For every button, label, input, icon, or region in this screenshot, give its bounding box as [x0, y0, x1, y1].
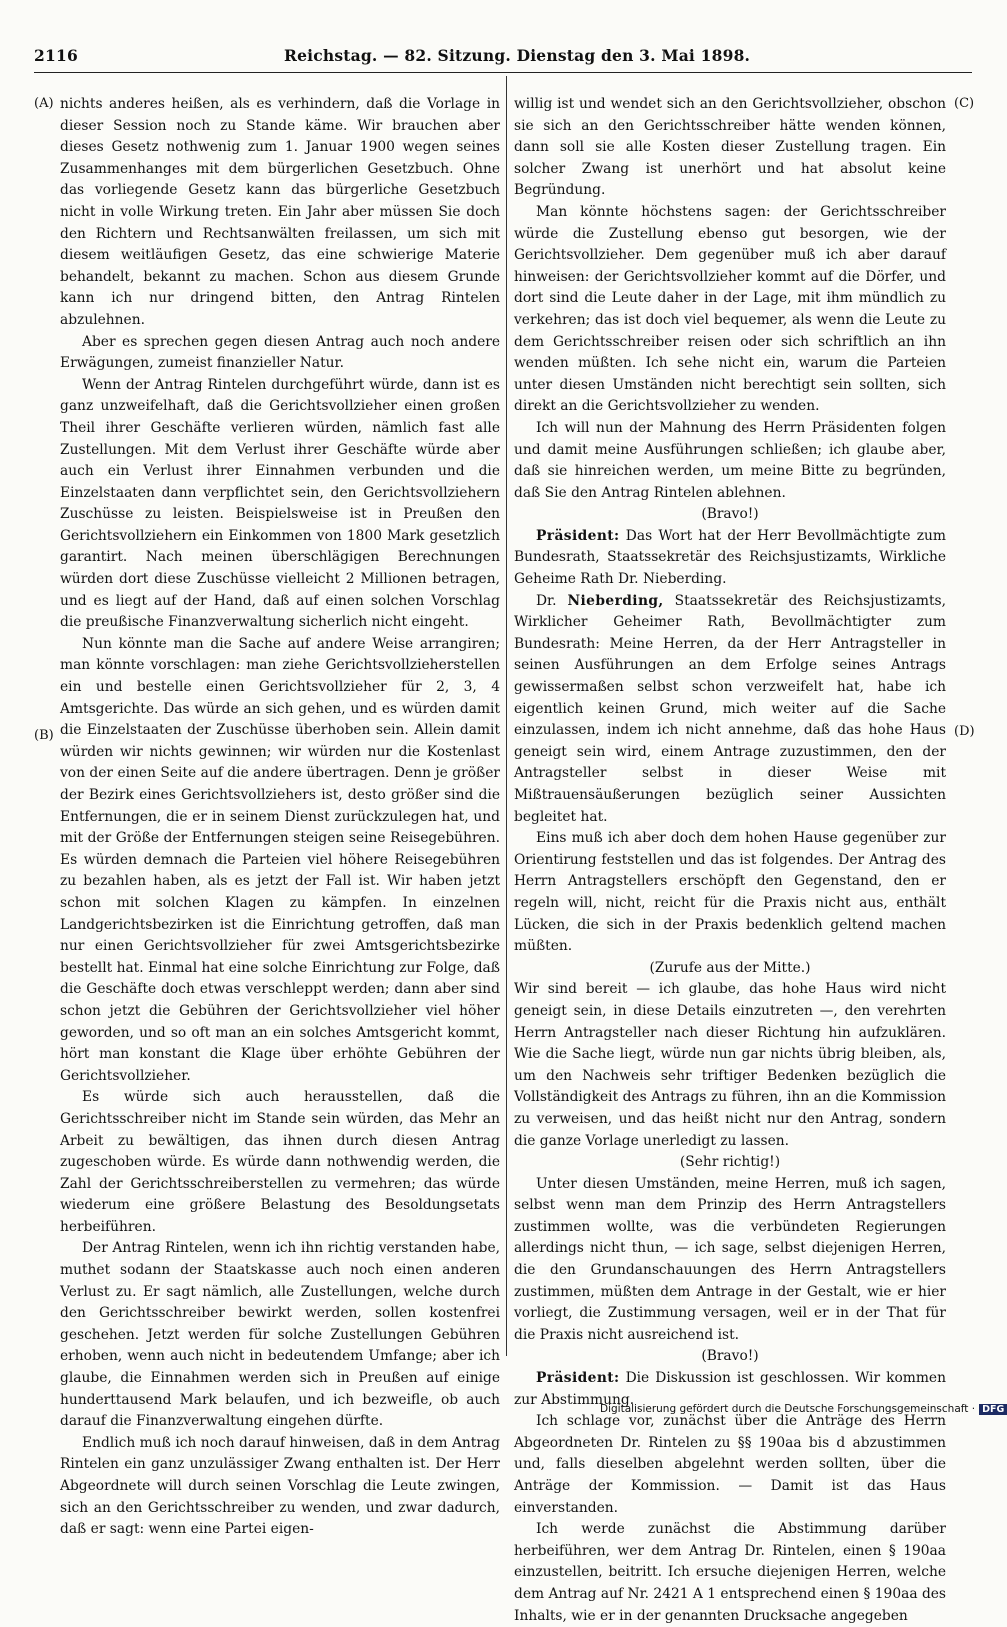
paragraph: Wir sind bereit — ich glaube, das hohe Haus wird nicht geneigt sein, in diese Details einzutreten —, den verehrten Herrn Antragsteller nach dieser Richtung hin aufzuklären. Wie die Sache liegt, würde nun gar nichts übrig bleiben, als, um den Nachweis sehr triftiger Bedenken bezüglich die Vollständigkeit des Antrags zu führen, ihn an die Kommission zu verweisen, und das heißt nicht nur den Antrag, sondern die ganze Vorlage unerledigt zu lassen. — [514, 981, 946, 1149]
paragraph: Wenn der Antrag Rintelen durchgeführt würde, dann ist es ganz unzweifelhaft, daß die Gerichtsvollzieher einen großen Theil ihrer Geschäfte verlieren würden, nämlich fast alle Zustellungen. Mit dem Verlust ihrer Geschäfte würde aber auch ein Verlust ihrer Einnahmen verbunden und die Einzelstaaten dann verpflichtet sein, den Gerichtsvollziehern Zuschüsse zu leisten. Beispielsweise ist in Preußen den Gerichtsvollziehern ein Einkommen von 1800 Mark gesetzlich garantirt. Nach meinen überschlägigen Berechnungen würden dort diese Zuschüsse vielleicht 2 Millionen betragen, und es liegt auf der Hand, daß auf einen solchen Vorschlag die preußische Finanzverwaltung sicherlich nicht eingeht. — [60, 376, 500, 631]
paragraph: Aber es sprechen gegen diesen Antrag auch noch andere Erwägungen, zumeist finanzieller Natur. — [60, 333, 500, 372]
left-column — [60, 94, 500, 1538]
paragraph — [514, 591, 946, 829]
speech-text: Die Diskussion ist geschlossen. Wir kommen zur Abstimmung. — [514, 1370, 946, 1408]
speech-text: Staatssekretär des Reichsjustizamts, Wirklicher Geheimer Rath, Bevollmächtigter zum Bundesrath: Meine Herren, da der Herr Antragsteller in seinen Ausführungen an dem Erfolge seines Antrags gewissermaßen selbst schon verzweifelt hat, habe ich eigentlich keinen Grund, mich weiter auf die Sache einzulassen, indem ich nicht annehme, daß das hohe Haus geneigt sein wird, einem Antrage zuzustimmen, den der Antragsteller selbst in dieser Weise mit Mißtrauensäußerungen bezüglich seiner Aussichten begleitet hat. — [514, 592, 946, 825]
interjection: (Bravo!) — [701, 1348, 759, 1365]
paragraph: Der Antrag Rintelen, wenn ich ihn richtig verstanden habe, muthet sodann der Staatskasse auch noch einen anderen Verlust zu. Er sagt nämlich, alle Zustellungen, welche durch den Gerichtsschreiber bewirkt werden, sollen kostenfrei geschehen. Jetzt werden für solche Zustellungen Gebühren erhoben, wenn auch nicht in bedeutendem Umfange; aber ich glaube, die Einnahmen werden sich in Preußen auf einige hunderttausend Mark belaufen, und ich bezweifle, ob auch darauf die Finanzverwaltung eingehen dürfte. — [60, 1240, 500, 1430]
interjection: (Bravo!) — [701, 506, 759, 523]
paragraph: Endlich muß ich noch darauf hinweisen, daß in dem Antrag Rintelen ein ganz unzulässiger Zwang enthalten ist. Der Herr Abgeordnete will durch seinen Vorschlag die Leute zwingen, sich an den Gerichtsschreiber zu wenden, und zwar dadurch, daß er sagt: wenn eine Partei eigen- — [60, 1434, 500, 1538]
paragraph — [514, 526, 946, 591]
header-rule — [34, 72, 972, 73]
paragraph: Man könnte höchstens sagen: der Gerichtsschreiber würde die Zustellung ebenso gut besorgen, wie der Gerichtsvollzieher. Dem gegenüber muß ich aber darauf hinweisen: der Gerichtsvollzieher kommt auf die Dörfer, und dort sind die Leute daher in der Lage, mit ihm mündlich zu verkehren; das ist doch viel bequemer, als wenn die Leute zu dem Gerichtsschreiber reisen oder sich schriftlich an ihn wenden müßten. Ich sehe nicht ein, warum die Parteien unter diesen Umständen nicht berechtigt sein sollten, sich direkt an die Gerichtsvollzieher zu wenden. — [514, 203, 946, 415]
page-header — [34, 44, 972, 70]
interjection: (Zurufe aus der Mitte.) — [649, 959, 811, 976]
paragraph: Ich schlage vor, zunächst über die Anträge des Herrn Abgeordneten Dr. Rintelen zu §§ 190aa bis d abzustimmen und, falls dieselben abgelehnt werden sollten, über die Anträge der Kommission. — Damit ist das Haus einverstanden. — [514, 1413, 946, 1516]
paragraph: nichts anderes heißen, als es verhindern, daß die Vorlage in dieser Session noch zu Stande käme. Wir brauchen aber dieses Gesetz nothwenig zum 1. Januar 1900 wegen seines Zusammenhanges mit dem bürgerlichen Gesetzbuch. Ohne das vorliegende Gesetz kann das bürgerliche Gesetzbuch nicht in volle Wirkung treten. Ein Jahr aber müssen Sie doch den Richtern und Rechtsanwälten freilassen, um sich mit diesem weitläufigen Gesetz, das eine schwierige Materie behandelt, bekannt zu machen. Schon aus diesem Grunde kann ich nur dringend bitten, den Antrag Rintelen abzulehnen. — [60, 96, 500, 328]
footer — [600, 1403, 1005, 1423]
paragraph: Ich will nun der Mahnung des Herrn Präsidenten folgen und damit meine Ausführungen schließen; ich glaube aber, daß sie hinreichen werden, um meine Bitte zu begründen, daß Sie den Antrag Rintelen ablehnen. — [514, 419, 946, 501]
margin-mark-c: (C) — [954, 96, 975, 111]
column-rule — [506, 76, 507, 1356]
paragraph: Ich werde zunächst die Abstimmung darüber herbeiführen, wer dem Antrag Dr. Rintelen, einen § 190aa einzustellen, beitritt. Ich ersuche diejenigen Herren, welche dem Antrag auf Nr. 2421 A 1 entsprechend einen § 190aa des Inhalts, wie er in der genannten Drucksache angegeben — [514, 1521, 947, 1624]
speech-text: Das Wort hat der Herr Bevollmächtigte zum Bundesrath, Staatssekretär des Reichsjustizamts, Wirkliche Geheime Rath Dr. Nieberding. — [514, 527, 946, 588]
dfg-logo: DFG — [979, 1404, 1007, 1415]
speaker-name: Präsident: — [536, 527, 620, 544]
paragraph: Nun könnte man die Sache auf andere Weise arrangiren; man könnte vorschlagen: man ziehe Gerichtsvollzieherstellen ein und bestelle einen Gerichtsvollzieher für 2, 3, 4 Amtsgerichte. Das würde an sich gehen, und es würden damit die Einzelstaaten der Zuschüsse überhoben sein. Allein damit würden wir nichts gewinnen; wir würden nur die Kostenlast von der einen Seite auf die andere übertragen. Denn je größer der Bezirk eines Gerichtsvollziehers ist, desto größer sind die Entfernungen, die er in seinem Dienst zurückzulegen hat, und mit der Größe der Entfernungen steigen seine Reisegebühren. Es würden demnach die Parteien viel höhere Reisegebühren zu bezahlen haben, als es jetzt der Fall ist. Wir haben jetzt schon mit solchen Klagen zu kämpfen. In einzelnen Landgerichtsbezirken ist die Einrichtung getroffen, daß man nur einen Gerichtsvollzieher für zwei Amtsgerichtsbezirke bestellt hat. Einmal hat eine solche Einrichtung zur Folge, daß die Geschäfte doch etwas verschleppt werden; dann aber sind schon jetzt die Gebühren der Gerichtsvollzieher viel höher geworden, und so oft man an ein solches Amtsgericht kommt, hört man konstant die Klage über erhöhte Gebühren der Gerichtsvollzieher. — [60, 635, 500, 1084]
margin-mark-d: (D) — [954, 724, 975, 739]
paragraph: Eins muß ich aber doch dem hohen Hause gegenüber zur Orientirung feststellen und das ist folgendes. Der Antrag des Herrn Antragstellers erschöpft den Gegenstand, den er regeln will, nicht, reicht für die Praxis nicht aus, enthält Lücken, die sich in der Praxis bedenklich geltend machen müßten. — [514, 830, 946, 955]
speaker-name: Nieberding, — [567, 592, 664, 609]
paragraph: Unter diesen Umständen, meine Herren, muß ich sagen, selbst wenn man dem Prinzip des Herrn Antragstellers zustimmen wollte, was die verbündeten Regierungen allerdings nicht thun, — ich sage, selbst diejenigen Herren, die den Grundanschauungen des Herrn Antragstellers zustimmen, müßten dem Antrage in der Gestalt, wie er hier vorliegt, die Zustimmung versagen, weil er in der That für die Praxis nicht ausreichend ist. — [514, 1175, 946, 1343]
speaker-name: Präsident: — [536, 1370, 620, 1387]
running-title: Reichstag. — 82. Sitzung. Dienstag den 3. Mai 1898. — [284, 46, 751, 65]
margin-mark-b: (B) — [34, 728, 54, 743]
interjection: (Sehr richtig!) — [679, 1154, 781, 1171]
speaker-title: Dr. — [536, 592, 568, 609]
margin-mark-a: (A) — [34, 96, 54, 111]
paragraph: willig ist und wendet sich an den Gerichtsvollzieher, obschon sie sich an den Gerichtsschreiber hätte wenden können, dann soll sie alle Kosten dieser Zustellung tragen. Ein solcher Zwang ist unerhört und hat absolut keine Begründung. — [514, 96, 946, 199]
footer-credit: Digitalisierung gefördert durch die Deutsche Forschungsgemeinschaft · — [600, 1403, 976, 1415]
page-number: 2116 — [34, 46, 78, 65]
paragraph: Es würde sich auch herausstellen, daß die Gerichtsschreiber nicht im Stande sein würden, das Mehr an Arbeit zu bewältigen, das ihnen durch diesen Antrag zugeschoben würde. Es würde dann nothwendig werden, die Zahl der Gerichtsschreiberstellen zu vermehren; das würde wiederum eine größere Belastung des Besoldungsetats herbeiführen. — [60, 1089, 500, 1235]
